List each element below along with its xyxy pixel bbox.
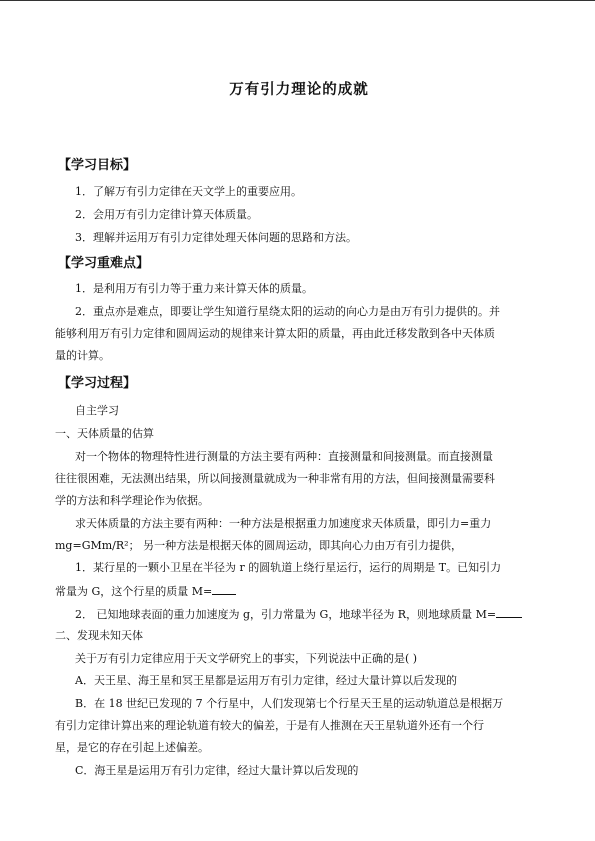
part1-para1-line-3: 学的方法和科学理论作为依据。 bbox=[55, 494, 209, 507]
key-points-heading: 【学习重难点】 bbox=[58, 256, 150, 271]
question-2 bbox=[75, 607, 543, 622]
question-2-text: 2． 已知地球表面的重力加速度为 g，引力常量为 G，地球半径为 R，则地球质量 M= bbox=[75, 608, 497, 621]
question-1-line-2 bbox=[55, 584, 543, 599]
key-point-item-2-line-1: 2．重点亦是难点，即要让学生知道行星绕太阳的运动的向心力是由万有引力提供的。并 bbox=[75, 305, 500, 318]
part1-para2-line-1: 求天体质量的方法主要有两种：一种方法是根据重力加速度求天体质量，即引力=重力 bbox=[75, 517, 492, 530]
goal-item-2: 2．会用万有引力定律计算天体质量。 bbox=[75, 208, 258, 221]
option-b-line-2: 有引力定律计算出来的理论轨道有较大的偏差，于是有人推测在天王星轨道外还有一个行 bbox=[55, 719, 484, 732]
goals-heading: 【学习目标】 bbox=[58, 158, 137, 173]
key-point-item-2-line-2: 能够利用万有引力定律和圆周运动的规律来计算太阳的质量，再由此迁移发散到各中天体质 bbox=[55, 327, 495, 340]
goal-item-1: 1．了解万有引力定律在天文学上的重要应用。 bbox=[75, 185, 302, 198]
part2-intro: 关于万有引力定律应用于天文学研究上的事实，下列说法中正确的是( ) bbox=[75, 652, 418, 665]
page-top-border bbox=[0, 0, 595, 1]
page-title: 万有引力理论的成就 bbox=[229, 82, 369, 98]
part1-para2-line-2: mg=GMm/R²； 另一种方法是根据天体的圆周运动，即其向心力由万有引力提供， bbox=[55, 539, 463, 552]
option-b-line-1: B．在 18 世纪已发现的 7 个行星中，人们发现第七个行星天王星的运动轨道总是根据万 bbox=[75, 697, 504, 710]
process-heading: 【学习过程】 bbox=[58, 376, 137, 391]
option-b-line-3: 星，是它的存在引起上述偏差。 bbox=[55, 741, 209, 754]
question-1-line-1: 1．某行星的一颗小卫星在半径为 r 的圆轨道上绕行星运行，运行的周期是 T。已知引力 bbox=[75, 561, 502, 574]
answer-blank-2[interactable] bbox=[496, 607, 522, 618]
answer-blank-1[interactable] bbox=[212, 584, 236, 595]
goal-item-3: 3．理解并运用万有引力定律处理天体问题的思路和方法。 bbox=[75, 231, 357, 244]
key-point-item-1: 1．是利用万有引力等于重力来计算天体的质量。 bbox=[75, 282, 313, 295]
option-c: C．海王星是运用万有引力定律，经过大量计算以后发现的 bbox=[75, 764, 359, 777]
question-1-text: 常量为 G，这个行星的质量 M= bbox=[55, 585, 213, 598]
part1-para1-line-2: 往往很困难，无法测出结果，所以间接测量就成为一种非常有用的方法，但间接测量需要科 bbox=[55, 472, 495, 485]
self-study-label: 自主学习 bbox=[75, 404, 119, 417]
key-point-item-2-line-3: 量的计算。 bbox=[55, 349, 110, 362]
part2-heading: 二、发现未知天体 bbox=[55, 629, 143, 642]
part1-para1-line-1: 对一个物体的物理特性进行测量的方法主要有两种：直接测量和间接测量。而直接测量 bbox=[75, 450, 493, 463]
option-a: A．天王星、海王星和冥王星都是运用万有引力定律，经过大量计算以后发现的 bbox=[75, 674, 457, 687]
part1-heading: 一、天体质量的估算 bbox=[55, 427, 154, 440]
